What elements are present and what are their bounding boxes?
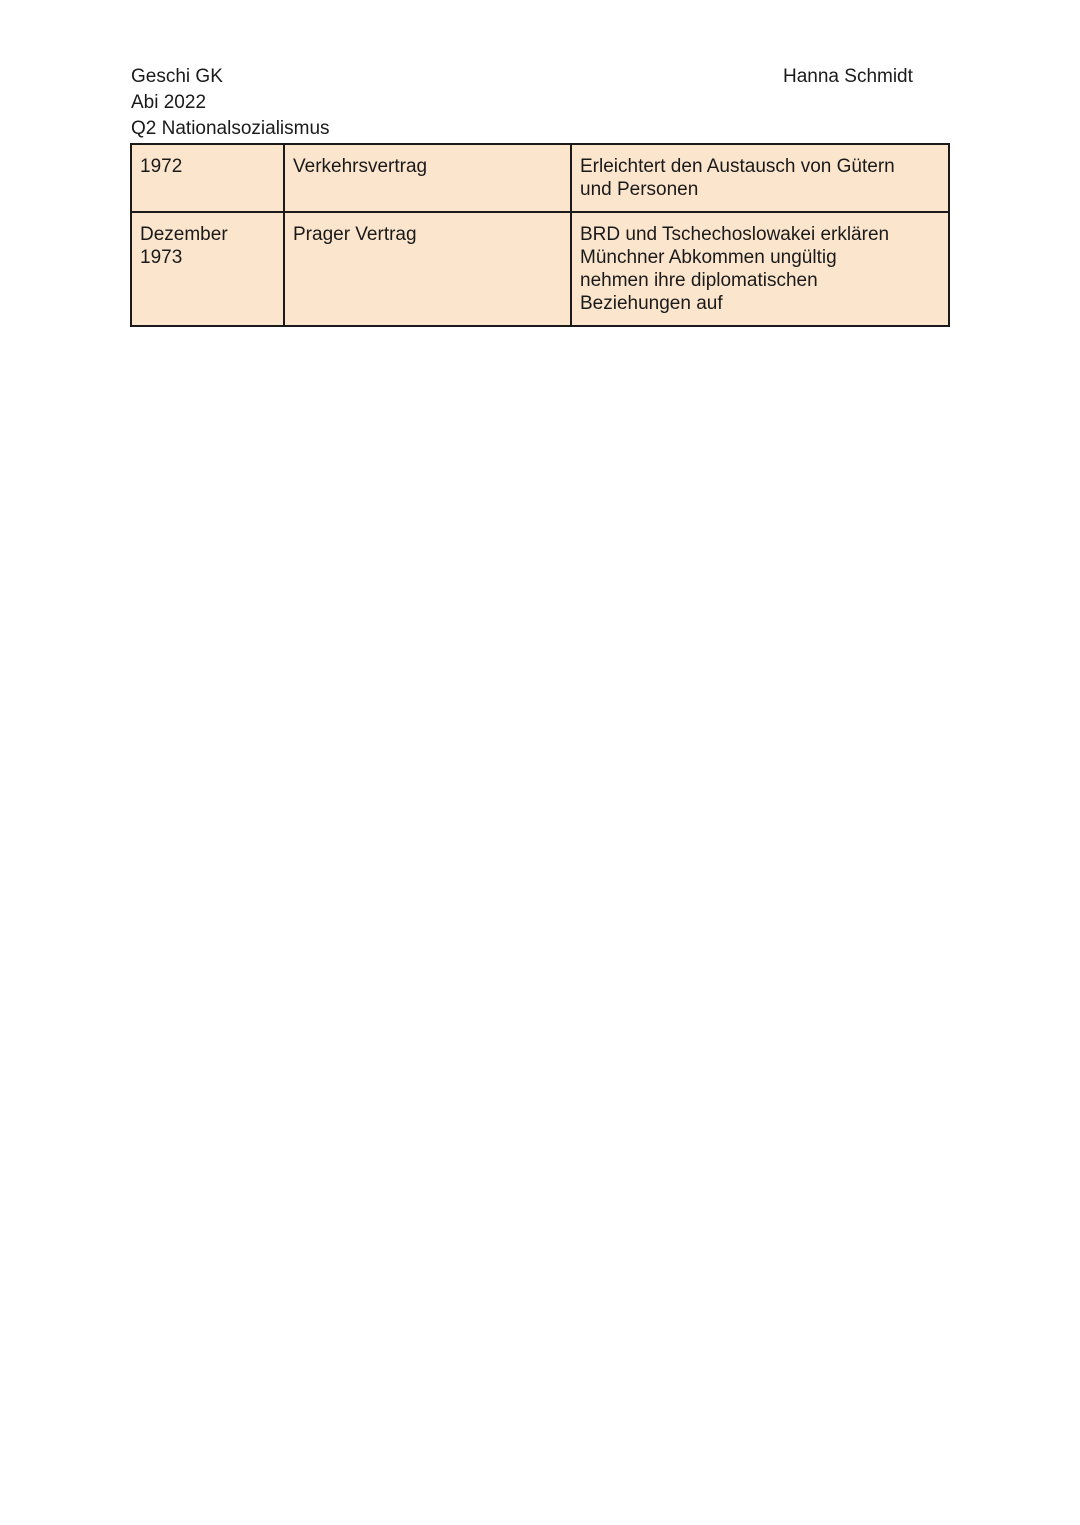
- document-header: [131, 64, 330, 142]
- topic-label: Q2 Nationalsozialismus: [131, 118, 330, 139]
- date-cell: Dezember 1973: [131, 212, 284, 326]
- date-cell: 1972: [131, 144, 284, 212]
- description-cell: BRD und Tschechoslowakei erklären Münchner Abkommen ungültig nehmen ihre diplomatischen Beziehungen auf: [571, 212, 949, 326]
- event-cell: Prager Vertrag: [284, 212, 571, 326]
- year-label: Abi 2022: [131, 92, 207, 113]
- description-cell: Erleichtert den Austausch von Gütern und Personen: [571, 144, 949, 212]
- table-row: [131, 144, 949, 212]
- event-cell: Verkehrsvertrag: [284, 144, 571, 212]
- table-row: [131, 212, 949, 326]
- timeline-table: [130, 143, 950, 327]
- author-name: Hanna Schmidt: [783, 66, 913, 87]
- subject-label: Geschi GK: [131, 66, 223, 87]
